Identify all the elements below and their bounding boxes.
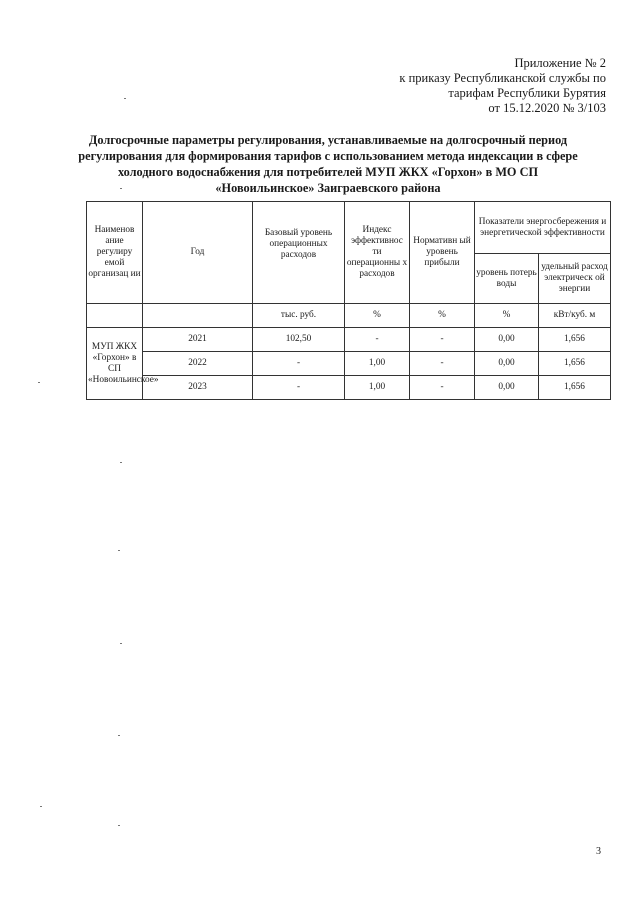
table-row bbox=[87, 328, 611, 352]
table-row bbox=[87, 352, 611, 376]
org-name-cell: МУП ЖКХ «Горхон» в СП «Новоильинское» bbox=[87, 328, 143, 400]
scan-speck bbox=[38, 382, 40, 383]
appendix-date-line: от 15.12.2020 № 3/103 bbox=[488, 101, 606, 115]
base-cell: - bbox=[253, 376, 345, 400]
document-title bbox=[58, 132, 598, 196]
elec-cell: 1,656 bbox=[539, 352, 611, 376]
index-cell: 1,00 bbox=[345, 376, 410, 400]
header-water-loss: уровень потерь воды bbox=[475, 254, 539, 304]
scan-speck bbox=[120, 188, 122, 189]
loss-cell: 0,00 bbox=[475, 376, 539, 400]
scan-speck bbox=[118, 825, 120, 826]
unit-loss: % bbox=[475, 304, 539, 328]
norm-cell: - bbox=[410, 352, 475, 376]
header-base-opex: Базовый уровень операционных расходов bbox=[253, 202, 345, 304]
index-cell: - bbox=[345, 328, 410, 352]
loss-cell: 0,00 bbox=[475, 328, 539, 352]
header-electricity-rate: удельный расход электрическ ой энергии bbox=[539, 254, 611, 304]
year-cell: 2021 bbox=[143, 328, 253, 352]
table-row bbox=[87, 376, 611, 400]
elec-cell: 1,656 bbox=[539, 376, 611, 400]
base-cell: 102,50 bbox=[253, 328, 345, 352]
header-year: Год bbox=[143, 202, 253, 304]
loss-cell: 0,00 bbox=[475, 352, 539, 376]
appendix-header bbox=[286, 56, 606, 116]
scan-speck bbox=[120, 462, 122, 463]
regulation-parameters-table bbox=[86, 201, 611, 400]
scan-speck bbox=[118, 550, 120, 551]
base-cell: - bbox=[253, 352, 345, 376]
norm-cell: - bbox=[410, 376, 475, 400]
norm-cell: - bbox=[410, 328, 475, 352]
title-line-2: регулирования для формирования тарифов с использованием метода индексации в сфере bbox=[78, 149, 578, 163]
appendix-service-line: тарифам Республики Бурятия bbox=[448, 86, 606, 100]
index-cell: 1,00 bbox=[345, 352, 410, 376]
scan-speck bbox=[118, 735, 120, 736]
header-energy-indicators: Показатели энергосбережения и энергетической эффективности bbox=[475, 202, 611, 254]
header-org: Наименов ание регулиру емой организац ии bbox=[87, 202, 143, 304]
unit-base: тыс. руб. bbox=[253, 304, 345, 328]
header-row-1 bbox=[87, 202, 611, 254]
header-normative-profit: Нормативн ый уровень прибыли bbox=[410, 202, 475, 304]
title-line-1: Долгосрочные параметры регулирования, устанавливаемые на долгосрочный период bbox=[88, 133, 568, 147]
scan-speck bbox=[124, 98, 126, 99]
year-cell: 2023 bbox=[143, 376, 253, 400]
unit-index: % bbox=[345, 304, 410, 328]
unit-elec: кВт/куб. м bbox=[539, 304, 611, 328]
units-row bbox=[87, 304, 611, 328]
unit-org-empty bbox=[87, 304, 143, 328]
scan-speck bbox=[120, 643, 122, 644]
year-cell: 2022 bbox=[143, 352, 253, 376]
page-number: 3 bbox=[596, 846, 601, 857]
unit-year-empty bbox=[143, 304, 253, 328]
scan-speck bbox=[40, 806, 42, 807]
unit-norm: % bbox=[410, 304, 475, 328]
title-line-3: холодного водоснабжения для потребителей МУП ЖКХ «Горхон» в МО СП bbox=[117, 165, 539, 179]
appendix-order-line: к приказу Республиканской службы по bbox=[399, 71, 606, 85]
title-line-4: «Новоильинское» Заиграевского района bbox=[215, 181, 441, 195]
appendix-number: Приложение № 2 bbox=[514, 56, 606, 70]
header-efficiency-index: Индекс эффективнос ти операционны х расходов bbox=[345, 202, 410, 304]
elec-cell: 1,656 bbox=[539, 328, 611, 352]
